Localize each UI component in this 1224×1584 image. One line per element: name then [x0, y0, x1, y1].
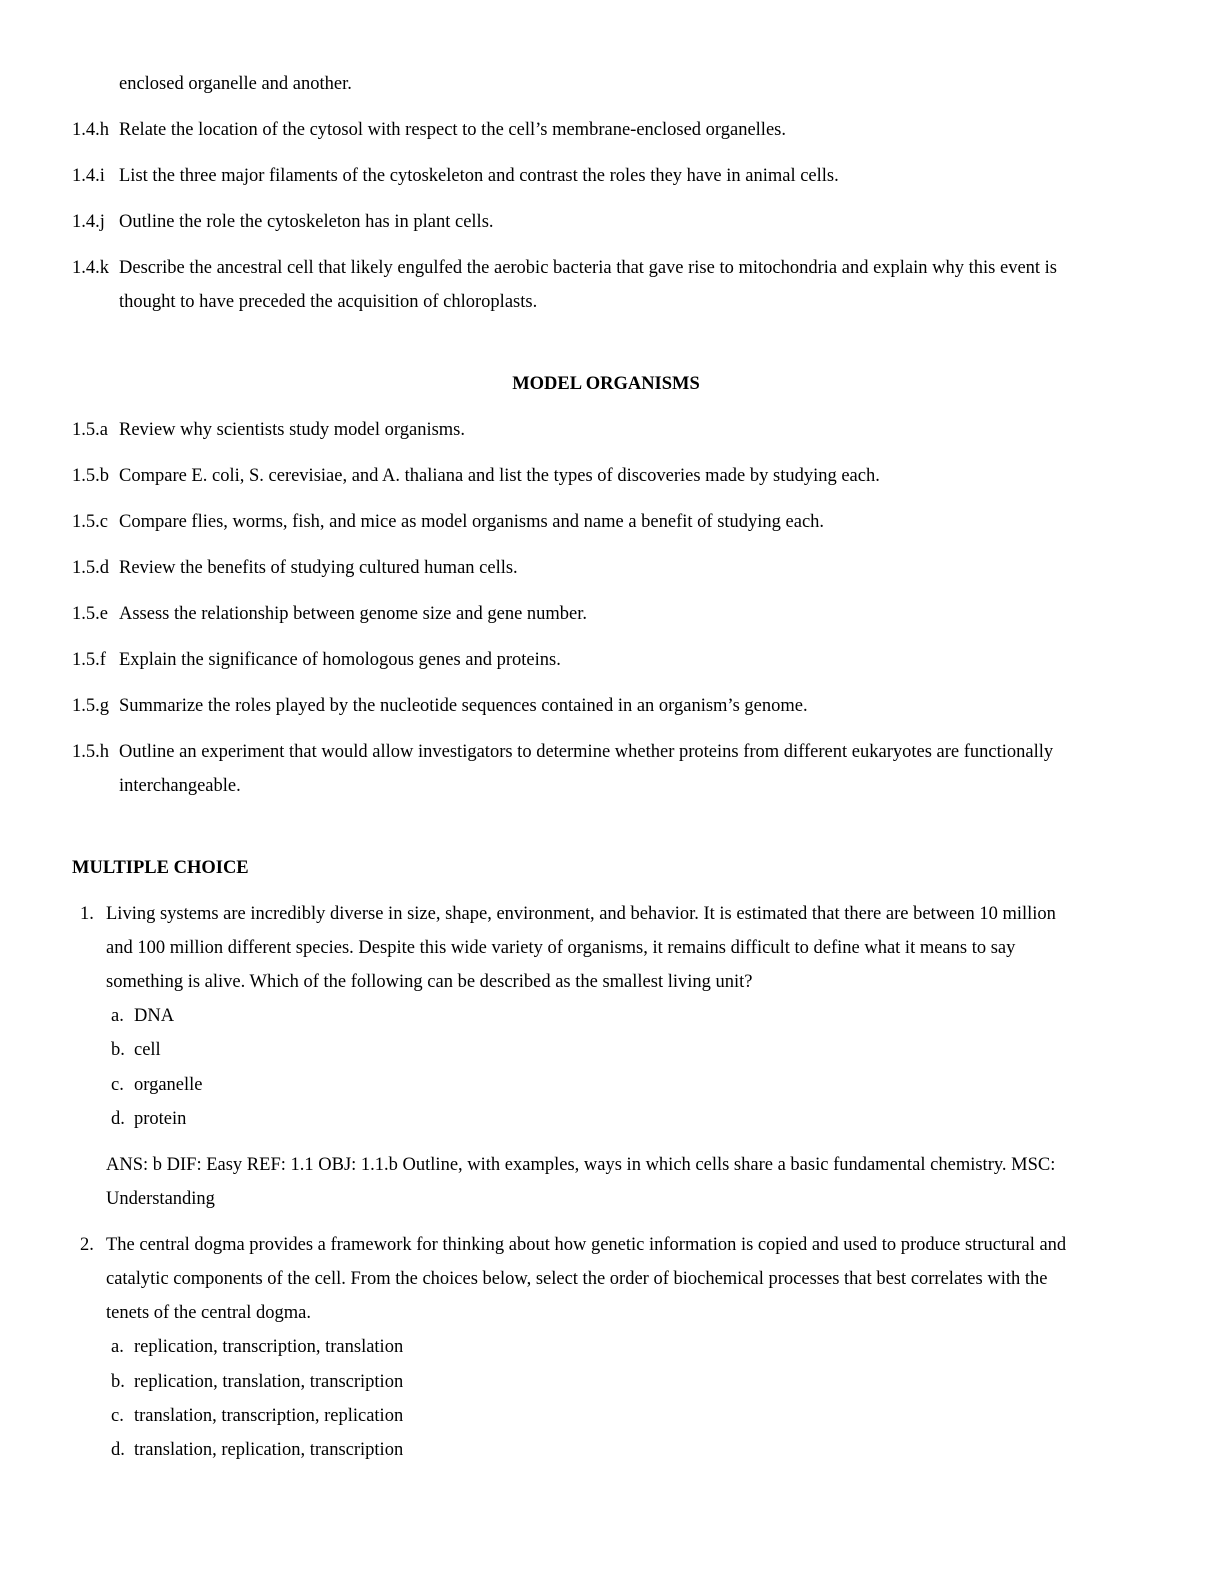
question-text: Living systems are incredibly diverse in size, shape, environment, and behavior. It is estimated that there are between 10 million: [106, 904, 1056, 924]
question-text: something is alive. Which of the following can be described as the smallest living unit?: [106, 972, 753, 992]
question-text: catalytic components of the cell. From the choices below, select the order of biochemical processes that best correlates with the: [106, 1269, 1048, 1289]
objective-number: 1.5.g: [72, 696, 109, 716]
objective-text: Outline the role the cytoskeleton has in plant cells.: [119, 212, 494, 232]
objective-text-continued: thought to have preceded the acquisition of chloroplasts.: [119, 292, 538, 312]
objective-text-continued: interchangeable.: [119, 776, 241, 796]
answer-info: ANS: b DIF: Easy REF: 1.1 OBJ: 1.1.b Outline, with examples, ways in which cells share a basic fundamental chemistry. MSC:: [106, 1155, 1056, 1175]
objective-number: 1.4.h: [72, 120, 109, 140]
option-label: c.: [111, 1406, 124, 1426]
question-text: The central dogma provides a framework for thinking about how genetic information is copied and used to produce structural and: [106, 1235, 1067, 1255]
objective-text: Compare E. coli, S. cerevisiae, and A. thaliana and list the types of discoveries made by studying each.: [119, 466, 880, 486]
objective-text: Relate the location of the cytosol with respect to the cell’s membrane-enclosed organelles.: [119, 120, 786, 140]
continuation-text: enclosed organelle and another.: [119, 74, 352, 94]
option-label: a.: [111, 1006, 124, 1026]
question-number: 1.: [80, 904, 94, 924]
option-label: a.: [111, 1337, 124, 1357]
objective-number: 1.5.a: [72, 420, 108, 440]
section-heading: MODEL ORGANISMS: [512, 374, 700, 394]
option-text: DNA: [134, 1006, 175, 1026]
option-text: replication, translation, transcription: [134, 1372, 404, 1392]
objective-text: Review why scientists study model organisms.: [119, 420, 465, 440]
objective-text: Describe the ancestral cell that likely engulfed the aerobic bacteria that gave rise to mitochondria and explain why this event is: [119, 258, 1058, 278]
question-text: and 100 million different species. Despite this wide variety of organisms, it remains difficult to define what it means to say: [106, 938, 1016, 958]
option-text: translation, replication, transcription: [134, 1440, 404, 1460]
multiple-choice-heading: MULTIPLE CHOICE: [72, 858, 249, 878]
objective-number: 1.5.e: [72, 604, 108, 624]
option-text: protein: [134, 1109, 187, 1129]
objective-number: 1.4.j: [72, 212, 105, 232]
objective-number: 1.4.i: [72, 166, 105, 186]
objective-text: Assess the relationship between genome size and gene number.: [119, 604, 588, 624]
objective-number: 1.5.f: [72, 650, 106, 670]
objective-text: Outline an experiment that would allow investigators to determine whether proteins from different eukaryotes are functionally: [119, 742, 1054, 762]
option-label: c.: [111, 1075, 124, 1095]
question-text: tenets of the central dogma.: [106, 1303, 311, 1323]
option-text: cell: [134, 1040, 161, 1060]
objective-text: Summarize the roles played by the nucleotide sequences contained in an organism’s genome.: [119, 696, 808, 716]
option-text: replication, transcription, translation: [134, 1337, 404, 1357]
objective-number: 1.5.h: [72, 742, 109, 762]
option-text: translation, transcription, replication: [134, 1406, 404, 1426]
objective-number: 1.5.d: [72, 558, 109, 578]
objective-text: Review the benefits of studying cultured human cells.: [119, 558, 518, 578]
objective-text: Explain the significance of homologous genes and proteins.: [119, 650, 561, 670]
option-label: d.: [111, 1440, 125, 1460]
option-text: organelle: [134, 1075, 203, 1095]
objective-number: 1.5.b: [72, 466, 109, 486]
option-label: b.: [111, 1372, 125, 1392]
option-label: b.: [111, 1040, 125, 1060]
option-label: d.: [111, 1109, 125, 1129]
objective-text: Compare flies, worms, fish, and mice as model organisms and name a benefit of studying each.: [119, 512, 825, 532]
objective-number: 1.4.k: [72, 258, 109, 278]
objective-text: List the three major filaments of the cytoskeleton and contrast the roles they have in animal cells.: [119, 166, 839, 186]
objective-number: 1.5.c: [72, 512, 108, 532]
question-number: 2.: [80, 1235, 94, 1255]
answer-info-continued: Understanding: [106, 1189, 215, 1209]
